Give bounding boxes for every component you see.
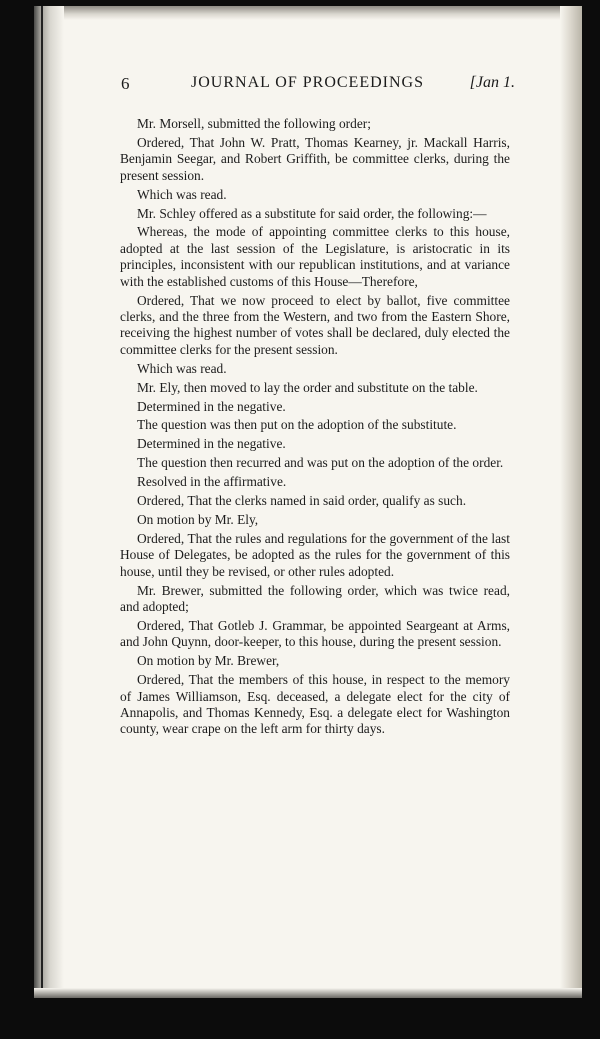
paragraph: Mr. Ely, then moved to lay the order and substitute on the table. <box>137 379 478 395</box>
running-date: [Jan 1. <box>469 74 515 91</box>
paragraph: Which was read. <box>137 186 227 202</box>
page-top-edge <box>34 6 582 20</box>
paragraph: On motion by Mr. Brewer, <box>137 653 280 669</box>
paragraph: Ordered, That the members of this house, in respect to the memory of James Williamson, Esq. deceased, a delegate elect for the city of Annapolis, and Thomas Kennedy, Esq. a delegate elect for Washington county, wear crape on the left arm for thirty days. <box>120 672 510 737</box>
paragraph: The question was then put on the adoption of the substitute. <box>137 417 457 433</box>
paragraph: Mr. Brewer, submitted the following order, which was twice read, and adopted; <box>120 582 510 614</box>
paragraph: Determined in the negative. <box>137 398 286 414</box>
paragraph: Ordered, That the rules and regulations for the government of the last House of Delegates, be adopted as the rules for the government of this house, until they be revised, or other rules adopted. <box>120 530 510 579</box>
paragraph: Which was read. <box>137 360 227 376</box>
page-bottom-edge <box>34 988 582 998</box>
running-title: JOURNAL OF PROCEEDINGS <box>191 74 424 91</box>
paragraph: Ordered, That the clerks named in said order, qualify as such. <box>137 493 467 509</box>
journal-body <box>120 116 510 740</box>
page-right-edge <box>560 6 582 998</box>
page-number: 6 <box>121 74 130 93</box>
binding-gutter <box>34 6 64 998</box>
paragraph: On motion by Mr. Ely, <box>137 511 259 527</box>
paragraph: Mr. Morsell, submitted the following order; <box>137 116 371 131</box>
running-header <box>117 74 515 98</box>
paragraph: The question then recurred and was put on the adoption of the order. <box>137 455 504 471</box>
paragraph: Ordered, That we now proceed to elect by ballot, five committee clerks, and the three from the Western, and two from the Eastern Shore, receiving the highest number of votes shall be declared, duly elected the committee clerks for the present session. <box>120 292 510 357</box>
paragraph: Determined in the negative. <box>137 436 286 452</box>
paragraph: Ordered, That Gotleb J. Grammar, be appointed Seargeant at Arms, and John Quynn, door-keeper, to this house, during the present session. <box>120 617 510 650</box>
paragraph: Whereas, the mode of appointing committee clerks to this house, adopted at the last session of the Legislature, is aristocratic in its principles, inconsistent with our republican institutions, and at variance with the established customs of this House—Therefore, <box>120 224 510 289</box>
paragraph: Ordered, That John W. Pratt, Thomas Kearney, jr. Mackall Harris, Benjamin Seegar, and Robert Griffith, be committee clerks, during the present session. <box>120 134 510 183</box>
paragraph: Resolved in the affirmative. <box>137 474 287 490</box>
paragraph: Mr. Schley offered as a substitute for said order, the following:— <box>137 205 487 221</box>
binding-edge-line <box>41 6 43 998</box>
